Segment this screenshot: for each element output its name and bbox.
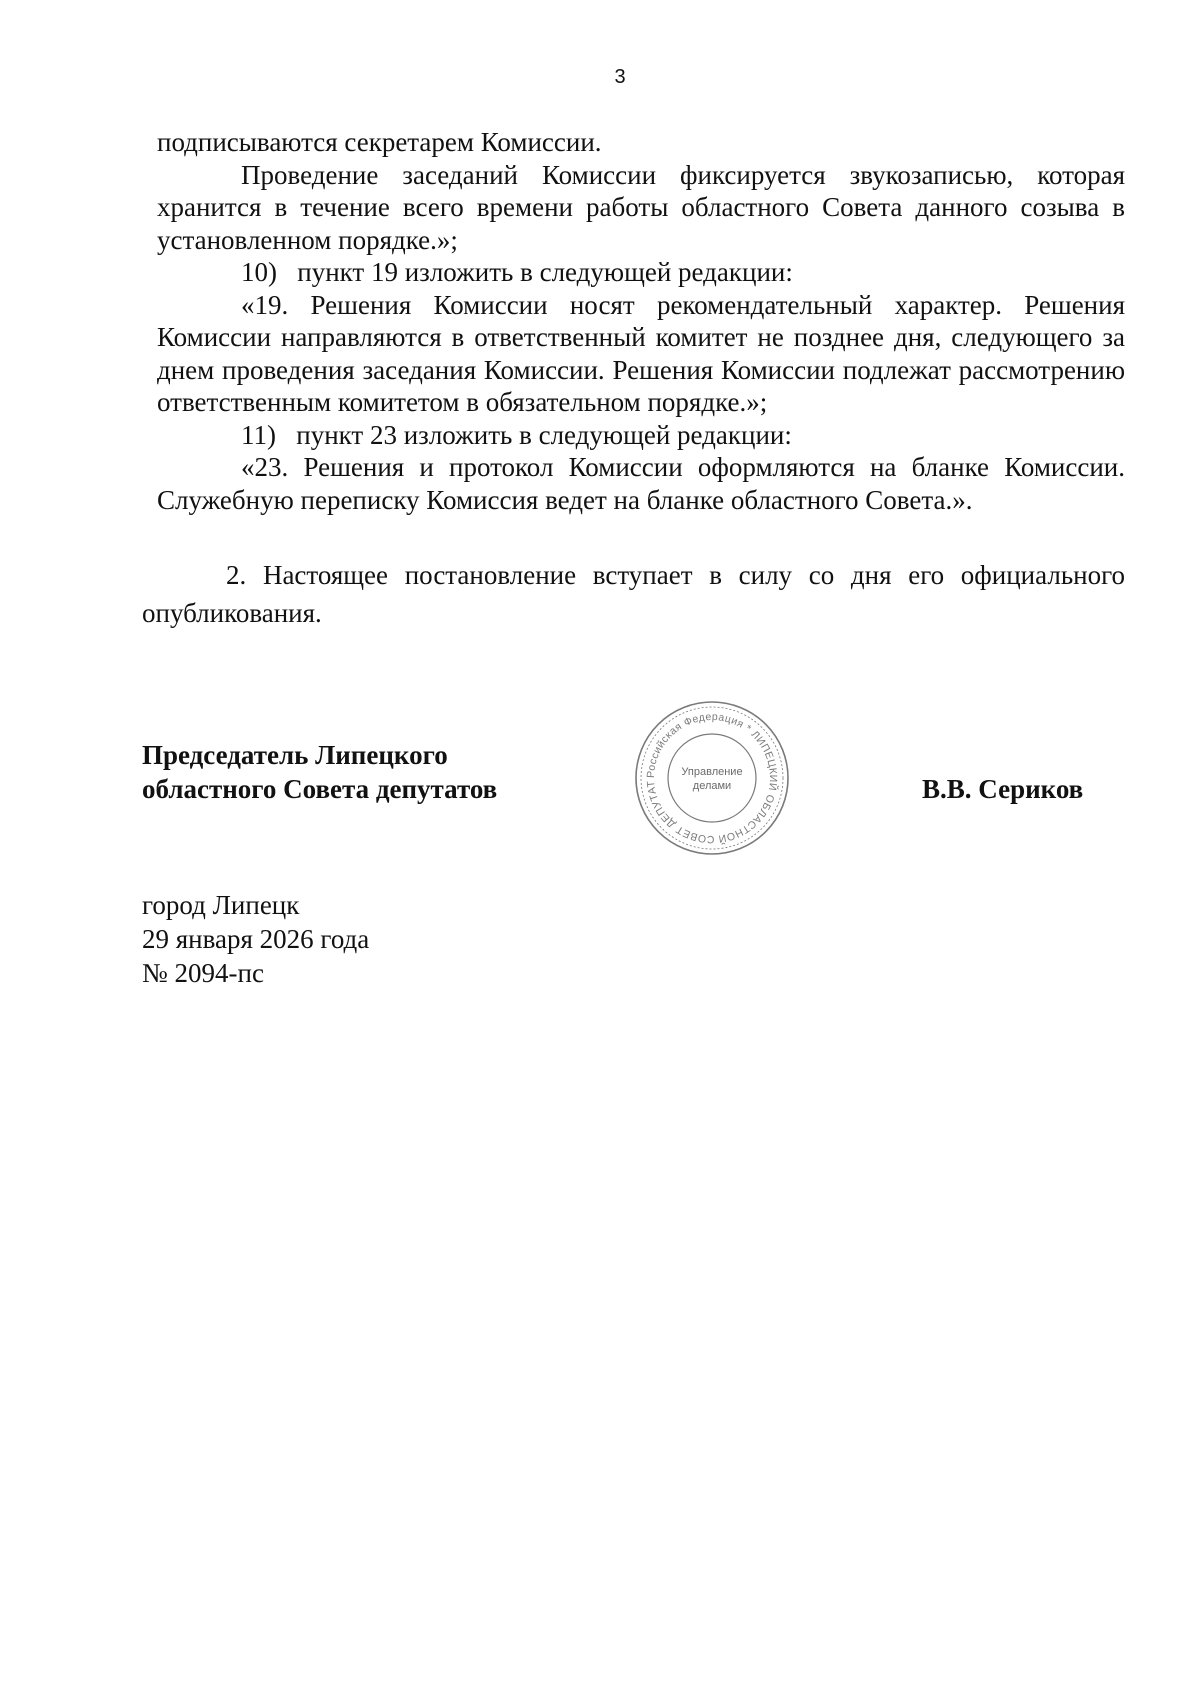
clause-2: 2. Настоящее постановление вступает в силу со дня его официального опубликования.: [142, 560, 1125, 628]
text-line-secretary: подписываются секретарем Комиссии.: [157, 127, 602, 157]
document-footer: [142, 888, 369, 990]
stamp-seal-icon: [632, 698, 792, 858]
signatory-title: [142, 738, 497, 806]
footer-date: 29 января 2026 года: [142, 924, 370, 954]
paragraph-recording: Проведение заседаний Комиссии фиксируется звукозаписью, которая хранится в течение всего времени работы областного Совета данного созыва в установленном порядке.»;: [157, 159, 1125, 255]
footer-number: № 2094-пс: [142, 958, 264, 988]
official-stamp: [632, 698, 792, 858]
stamp-center-line-2: делами: [692, 780, 732, 792]
stamp-center-line-1: Управление: [681, 766, 743, 778]
signatory-name: В.В. Сериков: [922, 774, 1084, 804]
item-10-header: 10) пункт 19 изложить в следующей редакции:: [241, 257, 793, 287]
footer-city: город Липецк: [142, 890, 300, 920]
page-number: 3: [614, 66, 626, 88]
signatory-title-line-2: областного Совета депутатов: [142, 774, 498, 804]
item-11-text: «23. Решения и протокол Комиссии оформляются на бланке Комиссии. Служебную переписку Комиссия ведет на бланке областного Совета.».: [157, 452, 1125, 515]
item-11-header: 11) пункт 23 изложить в следующей редакции:: [241, 419, 792, 450]
amendment-text: [157, 126, 1125, 516]
item-10-text: «19. Решения Комиссии носят рекомендательный характер. Решения Комиссии направляются в ответственный комитет не позднее дня, следующего за днем проведения заседания Комиссии. Решения Комиссии подлежат рассмотрению ответственным комитетом в обязательном порядке.»;: [157, 289, 1125, 417]
signatory-title-line-1: Председатель Липецкого: [142, 740, 448, 770]
stamp-outer-text: Российская Федерация * ЛИПЕЦКИЙ ОБЛАСТНОЙ СОВЕТ ДЕПУТАТ: [644, 710, 780, 846]
